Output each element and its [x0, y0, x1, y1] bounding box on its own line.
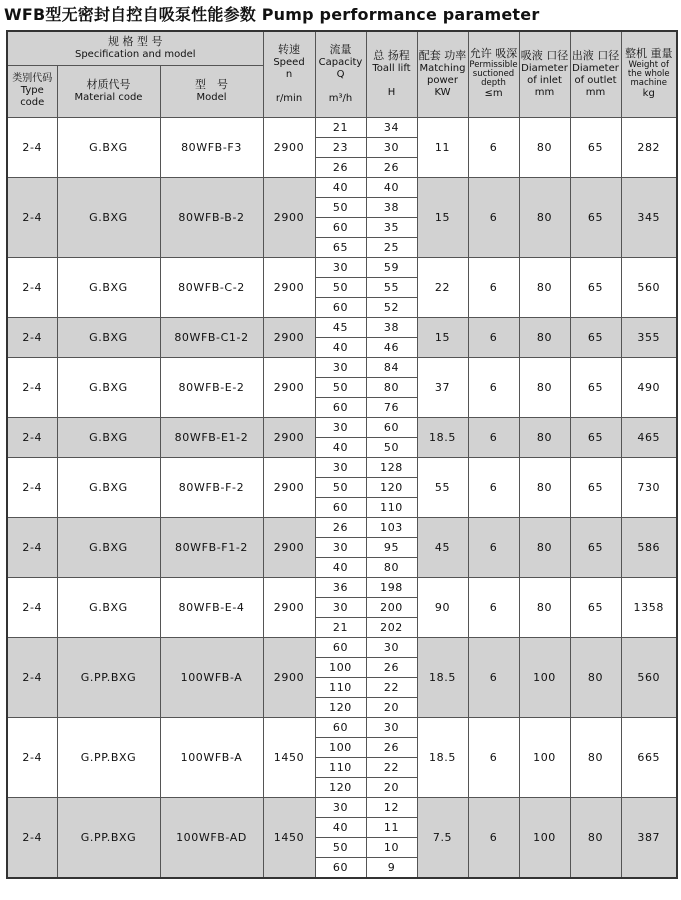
- outlet-cell: 65: [570, 117, 621, 177]
- outlet-cell: 80: [570, 797, 621, 878]
- suction-cell: 6: [468, 177, 519, 257]
- material-cell: G.PP.BXG: [57, 797, 160, 878]
- flow-cell: 40: [315, 817, 366, 837]
- suction-cell: 6: [468, 257, 519, 317]
- flow-cell: 30: [315, 257, 366, 277]
- outlet-cell: 80: [570, 637, 621, 717]
- table-row: [7, 457, 677, 477]
- suction-cell: 6: [468, 357, 519, 417]
- inlet-cell: 80: [519, 177, 570, 257]
- suction-cell: 6: [468, 417, 519, 457]
- head-cell: 30: [366, 137, 417, 157]
- power-cell: 22: [417, 257, 468, 317]
- suction-cell: 6: [468, 457, 519, 517]
- model-cell: 100WFB-AD: [160, 797, 263, 878]
- power-cell: 90: [417, 577, 468, 637]
- power-cell: 15: [417, 177, 468, 257]
- type-cell: 2-4: [7, 637, 57, 717]
- type-cell: 2-4: [7, 117, 57, 177]
- flow-cell: 60: [315, 857, 366, 878]
- flow-cell: 23: [315, 137, 366, 157]
- weight-header: 整机 重量 Weight of the whole machine kg: [621, 31, 677, 117]
- head-cell: 55: [366, 277, 417, 297]
- material-cell: G.BXG: [57, 517, 160, 577]
- speed-cell: 2900: [263, 457, 315, 517]
- material-cell: G.BXG: [57, 417, 160, 457]
- table-row: [7, 317, 677, 337]
- weight-cell: 665: [621, 717, 677, 797]
- speed-header: 转速 Speed n r/min: [263, 31, 315, 117]
- head-cell: 103: [366, 517, 417, 537]
- table-row: [7, 257, 677, 277]
- outlet-cell: 65: [570, 257, 621, 317]
- head-cell: 80: [366, 377, 417, 397]
- type-cell: 2-4: [7, 177, 57, 257]
- type-cell: 2-4: [7, 797, 57, 878]
- flow-cell: 60: [315, 637, 366, 657]
- weight-cell: 355: [621, 317, 677, 357]
- flow-cell: 60: [315, 717, 366, 737]
- table-row: [7, 517, 677, 537]
- flow-cell: 65: [315, 237, 366, 257]
- flow-cell: 50: [315, 277, 366, 297]
- model-cell: 100WFB-A: [160, 717, 263, 797]
- type-cell: 2-4: [7, 717, 57, 797]
- head-cell: 38: [366, 197, 417, 217]
- inlet-cell: 80: [519, 317, 570, 357]
- head-cell: 20: [366, 777, 417, 797]
- material-code-header: 材质代号 Material code: [57, 65, 160, 117]
- flow-cell: 36: [315, 577, 366, 597]
- material-cell: G.BXG: [57, 177, 160, 257]
- model-cell: 80WFB-F-2: [160, 457, 263, 517]
- flow-cell: 21: [315, 617, 366, 637]
- power-cell: 18.5: [417, 637, 468, 717]
- suction-header: 允许 吸深 Permissible suctioned depth ≤m: [468, 31, 519, 117]
- head-cell: 34: [366, 117, 417, 137]
- speed-cell: 2900: [263, 317, 315, 357]
- head-cell: 110: [366, 497, 417, 517]
- model-cell: 80WFB-F3: [160, 117, 263, 177]
- inlet-cell: 80: [519, 117, 570, 177]
- head-cell: 59: [366, 257, 417, 277]
- outlet-cell: 80: [570, 717, 621, 797]
- head-cell: 202: [366, 617, 417, 637]
- inlet-cell: 80: [519, 457, 570, 517]
- power-cell: 55: [417, 457, 468, 517]
- flow-cell: 40: [315, 437, 366, 457]
- outlet-cell: 65: [570, 577, 621, 637]
- speed-cell: 2900: [263, 257, 315, 317]
- head-cell: 26: [366, 157, 417, 177]
- material-cell: G.PP.BXG: [57, 637, 160, 717]
- flow-cell: 30: [315, 537, 366, 557]
- speed-cell: 2900: [263, 577, 315, 637]
- inlet-cell: 100: [519, 717, 570, 797]
- power-header: 配套 功率 Matching power KW: [417, 31, 468, 117]
- flow-cell: 120: [315, 777, 366, 797]
- head-cell: 50: [366, 437, 417, 457]
- table-row: [7, 417, 677, 437]
- flow-cell: 40: [315, 337, 366, 357]
- flow-cell: 110: [315, 757, 366, 777]
- type-cell: 2-4: [7, 457, 57, 517]
- power-cell: 18.5: [417, 417, 468, 457]
- flow-cell: 50: [315, 197, 366, 217]
- power-cell: 18.5: [417, 717, 468, 797]
- model-cell: 80WFB-E-2: [160, 357, 263, 417]
- model-cell: 80WFB-B-2: [160, 177, 263, 257]
- suction-cell: 6: [468, 517, 519, 577]
- power-cell: 15: [417, 317, 468, 357]
- head-cell: 128: [366, 457, 417, 477]
- weight-cell: 586: [621, 517, 677, 577]
- flow-cell: 50: [315, 477, 366, 497]
- flow-cell: 30: [315, 417, 366, 437]
- outlet-cell: 65: [570, 457, 621, 517]
- material-cell: G.BXG: [57, 357, 160, 417]
- head-cell: 120: [366, 477, 417, 497]
- speed-cell: 2900: [263, 417, 315, 457]
- table-row: [7, 117, 677, 137]
- head-cell: 95: [366, 537, 417, 557]
- flow-cell: 30: [315, 457, 366, 477]
- model-cell: 80WFB-E-4: [160, 577, 263, 637]
- head-header: 总 扬程 Toall lift H: [366, 31, 417, 117]
- head-cell: 84: [366, 357, 417, 377]
- material-cell: G.BXG: [57, 257, 160, 317]
- flow-cell: 100: [315, 737, 366, 757]
- flow-cell: 21: [315, 117, 366, 137]
- suction-cell: 6: [468, 717, 519, 797]
- flow-header: 流量 Capacity Q m³/h: [315, 31, 366, 117]
- flow-cell: 30: [315, 357, 366, 377]
- page-title: WFB型无密封自控自吸泵性能参数 Pump performance parameter: [4, 5, 540, 24]
- suction-cell: 6: [468, 317, 519, 357]
- inlet-header: 吸液 口径 Diameter of inlet mm: [519, 31, 570, 117]
- head-cell: 76: [366, 397, 417, 417]
- flow-cell: 45: [315, 317, 366, 337]
- head-cell: 22: [366, 677, 417, 697]
- type-code-header: 类别代码 Type code: [7, 65, 57, 117]
- speed-cell: 2900: [263, 117, 315, 177]
- type-cell: 2-4: [7, 317, 57, 357]
- head-cell: 35: [366, 217, 417, 237]
- model-cell: 80WFB-E1-2: [160, 417, 263, 457]
- table-row: [7, 577, 677, 597]
- flow-cell: 26: [315, 157, 366, 177]
- type-cell: 2-4: [7, 517, 57, 577]
- suction-cell: 6: [468, 797, 519, 878]
- spec-header-cn: 规 格 型 号: [108, 34, 163, 48]
- outlet-cell: 65: [570, 177, 621, 257]
- power-cell: 45: [417, 517, 468, 577]
- outlet-cell: 65: [570, 317, 621, 357]
- head-cell: 40: [366, 177, 417, 197]
- type-cell: 2-4: [7, 417, 57, 457]
- head-cell: 26: [366, 657, 417, 677]
- head-cell: 60: [366, 417, 417, 437]
- inlet-cell: 100: [519, 637, 570, 717]
- suction-cell: 6: [468, 637, 519, 717]
- flow-cell: 30: [315, 597, 366, 617]
- outlet-cell: 65: [570, 517, 621, 577]
- flow-cell: 60: [315, 217, 366, 237]
- head-cell: 10: [366, 837, 417, 857]
- weight-cell: 345: [621, 177, 677, 257]
- table-row: [7, 177, 677, 197]
- power-cell: 7.5: [417, 797, 468, 878]
- material-cell: G.BXG: [57, 577, 160, 637]
- flow-cell: 50: [315, 377, 366, 397]
- speed-cell: 2900: [263, 637, 315, 717]
- spec-header: [7, 31, 263, 65]
- material-cell: G.BXG: [57, 117, 160, 177]
- inlet-cell: 80: [519, 257, 570, 317]
- model-cell: 80WFB-C1-2: [160, 317, 263, 357]
- suction-cell: 6: [468, 577, 519, 637]
- inlet-cell: 80: [519, 357, 570, 417]
- inlet-cell: 80: [519, 417, 570, 457]
- weight-cell: 560: [621, 637, 677, 717]
- model-cell: 80WFB-C-2: [160, 257, 263, 317]
- flow-cell: 50: [315, 837, 366, 857]
- flow-cell: 40: [315, 557, 366, 577]
- weight-cell: 387: [621, 797, 677, 878]
- flow-cell: 60: [315, 397, 366, 417]
- head-cell: 12: [366, 797, 417, 817]
- head-cell: 46: [366, 337, 417, 357]
- type-cell: 2-4: [7, 357, 57, 417]
- power-cell: 37: [417, 357, 468, 417]
- flow-cell: 40: [315, 177, 366, 197]
- outlet-cell: 65: [570, 357, 621, 417]
- head-cell: 9: [366, 857, 417, 878]
- head-cell: 11: [366, 817, 417, 837]
- type-cell: 2-4: [7, 577, 57, 637]
- outlet-cell: 65: [570, 417, 621, 457]
- table-body: [7, 117, 677, 878]
- flow-cell: 26: [315, 517, 366, 537]
- table-row: [7, 357, 677, 377]
- performance-table: [6, 30, 678, 879]
- table-row: [7, 717, 677, 737]
- weight-cell: 465: [621, 417, 677, 457]
- head-cell: 25: [366, 237, 417, 257]
- speed-cell: 1450: [263, 797, 315, 878]
- table-row: [7, 637, 677, 657]
- weight-cell: 1358: [621, 577, 677, 637]
- head-cell: 80: [366, 557, 417, 577]
- speed-cell: 2900: [263, 177, 315, 257]
- head-cell: 22: [366, 757, 417, 777]
- inlet-cell: 100: [519, 797, 570, 878]
- flow-cell: 60: [315, 297, 366, 317]
- flow-cell: 110: [315, 677, 366, 697]
- outlet-header: 出液 口径 Diameter of outlet mm: [570, 31, 621, 117]
- weight-cell: 560: [621, 257, 677, 317]
- weight-cell: 730: [621, 457, 677, 517]
- head-cell: 26: [366, 737, 417, 757]
- head-cell: 20: [366, 697, 417, 717]
- speed-cell: 1450: [263, 717, 315, 797]
- head-cell: 30: [366, 717, 417, 737]
- model-cell: 80WFB-F1-2: [160, 517, 263, 577]
- head-cell: 52: [366, 297, 417, 317]
- head-cell: 200: [366, 597, 417, 617]
- model-cell: 100WFB-A: [160, 637, 263, 717]
- material-cell: G.BXG: [57, 457, 160, 517]
- material-cell: G.BXG: [57, 317, 160, 357]
- flow-cell: 30: [315, 797, 366, 817]
- inlet-cell: 80: [519, 577, 570, 637]
- spec-header-en: Specification and model: [74, 48, 196, 60]
- head-cell: 198: [366, 577, 417, 597]
- power-cell: 11: [417, 117, 468, 177]
- flow-cell: 120: [315, 697, 366, 717]
- suction-cell: 6: [468, 117, 519, 177]
- flow-cell: 60: [315, 497, 366, 517]
- weight-cell: 490: [621, 357, 677, 417]
- head-cell: 38: [366, 317, 417, 337]
- model-header: 型 号 Model: [160, 65, 263, 117]
- table-row: [7, 797, 677, 817]
- weight-cell: 282: [621, 117, 677, 177]
- speed-cell: 2900: [263, 357, 315, 417]
- speed-cell: 2900: [263, 517, 315, 577]
- head-cell: 30: [366, 637, 417, 657]
- flow-cell: 100: [315, 657, 366, 677]
- type-cell: 2-4: [7, 257, 57, 317]
- material-cell: G.PP.BXG: [57, 717, 160, 797]
- inlet-cell: 80: [519, 517, 570, 577]
